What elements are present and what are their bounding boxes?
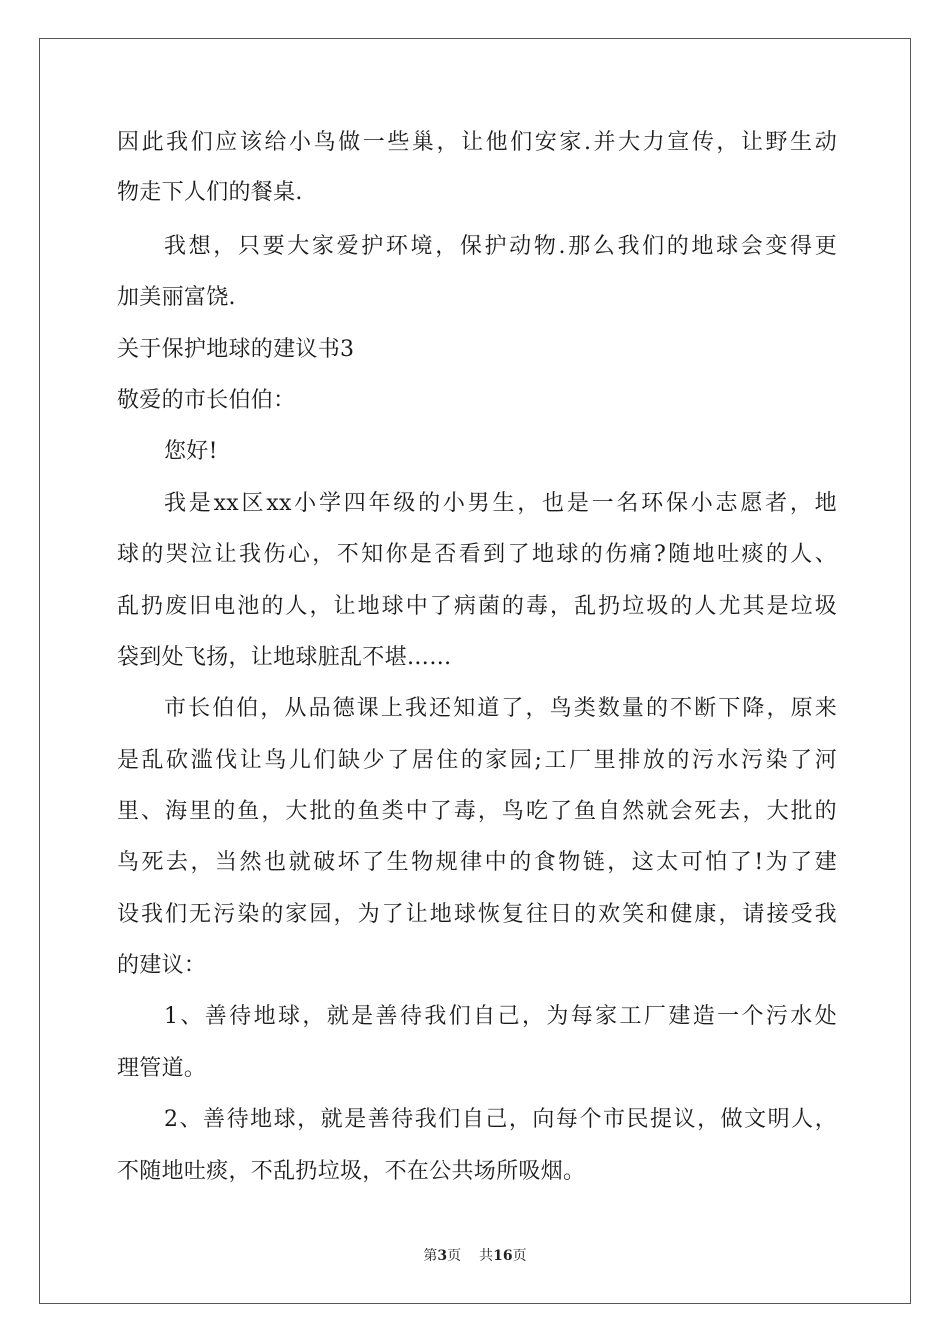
paragraph-line: 是乱砍滥伐让鸟儿们缺少了居住的家园;工厂里排放的污水污染了河 xyxy=(117,748,837,773)
paragraph-line: 袋到处飞扬，让地球脏乱不堪…… xyxy=(117,645,452,670)
paragraph-line: 我想，只要大家爱护环境，保护动物.那么我们的地球会变得更 xyxy=(164,234,837,259)
paragraph-line: 关于保护地球的建议书3 xyxy=(117,337,355,362)
paragraph-line: 球的哭泣让我伤心，不知你是否看到了地球的伤痛?随地吐痰的人、 xyxy=(117,542,837,567)
paragraph-line: 不随地吐痰，不乱扔垃圾，不在公共场所吸烟。 xyxy=(117,1159,586,1184)
total-suffix: 页 xyxy=(512,1248,527,1264)
paragraph-line: 因此我们应该给小鸟做一些巢，让他们安家.并大力宣传，让野生动 xyxy=(117,130,837,155)
page-suffix: 页 xyxy=(447,1248,462,1264)
page-footer xyxy=(0,1246,950,1266)
paragraph-line: 的建议： xyxy=(117,953,207,978)
paragraph-line: 理管道。 xyxy=(117,1056,207,1081)
paragraph-line: 里、海里的鱼，大批的鱼类中了毒，鸟吃了鱼自然就会死去，大批的 xyxy=(117,799,837,824)
total-prefix: 共 xyxy=(479,1248,494,1264)
paragraph-line: 鸟死去，当然也就破坏了生物规律中的食物链，这太可怕了!为了建 xyxy=(117,850,837,875)
paragraph-line: 1、善待地球，就是善待我们自己，为每家工厂建造一个污水处 xyxy=(164,1004,837,1029)
paragraph-line: 2、善待地球，就是善待我们自己，向每个市民提议，做文明人， xyxy=(164,1107,837,1132)
paragraph-line: 乱扔废旧电池的人，让地球中了病菌的毒，乱扔垃圾的人尤其是垃圾 xyxy=(117,594,837,619)
page-number: 3 xyxy=(437,1248,448,1264)
paragraph-line: 敬爱的市长伯伯： xyxy=(117,388,296,413)
total-pages: 16 xyxy=(493,1248,513,1264)
page-prefix: 第 xyxy=(423,1248,438,1264)
paragraph-line: 物走下人们的餐桌. xyxy=(117,180,303,205)
paragraph-line: 市长伯伯，从品德课上我还知道了，鸟类数量的不断下降，原来 xyxy=(164,696,837,721)
paragraph-line: 设我们无污染的家园，为了让地球恢复往日的欢笑和健康，请接受我 xyxy=(117,902,837,927)
paragraph-line: 您好! xyxy=(164,439,218,464)
paragraph-line: 加美丽富饶. xyxy=(117,285,236,310)
paragraph-line: 我是xx区xx小学四年级的小男生，也是一名环保小志愿者，地 xyxy=(164,491,837,516)
